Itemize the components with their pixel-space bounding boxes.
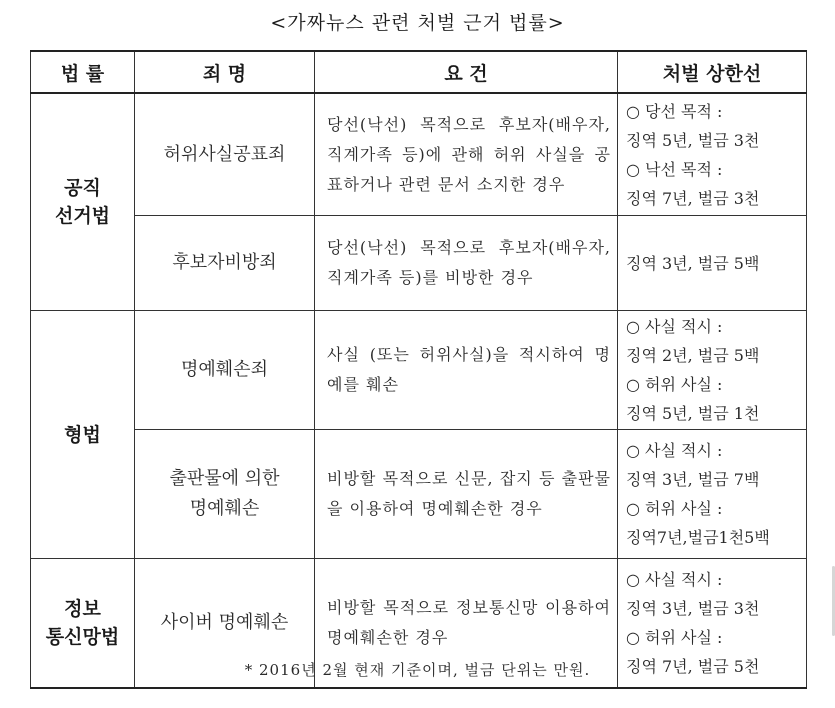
law-table — [30, 50, 807, 689]
requirement-cell: 당선(낙선) 목적으로 후보자(배우자, 직계가족 등)를 비방한 경우 — [315, 216, 618, 311]
penalty-cell — [618, 311, 807, 430]
penalty-line: 징역7년,벌금1천5백 — [626, 528, 770, 547]
penalty-line: 징역 3년, 벌금 5백 — [626, 253, 760, 273]
page-title: <가짜뉴스 관련 처벌 근거 법률> — [270, 12, 565, 34]
penalty-line: ○ 당선 목적 : — [626, 101, 723, 121]
penalty-line: ○ 허위 사실 : — [626, 499, 723, 518]
requirement-cell: 비방할 목적으로 신문, 잡지 등 출판물을 이용하여 명예훼손한 경우 — [315, 430, 618, 559]
crime-name: 사이버 명예훼손 — [160, 612, 289, 633]
penalty-line: ○ 사실 적시 : — [626, 441, 723, 460]
header-requirement: 요 건 — [315, 51, 618, 93]
crime-name: 후보자비방죄 — [172, 252, 277, 273]
penalty-line: ○ 허위 사실 : — [626, 375, 723, 394]
penalty-line: 징역 5년, 벌금 3천 — [626, 130, 760, 150]
header-law: 법 률 — [31, 51, 135, 93]
table-row — [31, 216, 807, 311]
crime-cell — [135, 311, 315, 430]
penalty-line: ○ 사실 적시 : — [626, 570, 723, 589]
law-name-line: 공직 — [64, 177, 101, 199]
law-cell-election — [31, 93, 135, 311]
crime-name: 명예훼손 — [189, 498, 260, 519]
penalty-line: 징역 7년, 벌금 5천 — [626, 657, 760, 676]
penalty-line: 징역 3년, 벌금 3천 — [626, 599, 760, 618]
penalty-cell — [618, 216, 807, 311]
crime-name: 명예훼손죄 — [181, 359, 268, 380]
requirement-cell: 당선(낙선) 목적으로 후보자(배우자, 직계가족 등)에 관해 허위 사실을 공표하거나 관련 문서 소지한 경우 — [315, 93, 618, 216]
table-row — [31, 93, 807, 216]
penalty-line: ○ 허위 사실 : — [626, 628, 723, 647]
law-name-line: 통신망법 — [45, 626, 120, 648]
penalty-line: 징역 2년, 벌금 5백 — [626, 346, 760, 365]
requirement-cell: 비방할 목적으로 정보통신망 이용하여 명예훼손한 경우 — [315, 559, 618, 689]
penalty-cell — [618, 93, 807, 216]
penalty-cell — [618, 430, 807, 559]
penalty-line: 징역 3년, 벌금 7백 — [626, 470, 760, 489]
table-header-row — [31, 51, 807, 93]
law-name-line: 정보 — [64, 598, 101, 620]
penalty-line: 징역 5년, 벌금 1천 — [626, 404, 760, 423]
footnote: * 2016년 2월 현재 기준이며, 벌금 단위는 만원. — [244, 661, 591, 679]
crime-cell — [135, 430, 315, 559]
header-penalty: 처벌 상한선 — [618, 51, 807, 93]
header-crime: 죄 명 — [135, 51, 315, 93]
penalty-line: 징역 7년, 벌금 3천 — [626, 188, 760, 208]
penalty-line: ○ 낙선 목적 : — [626, 159, 723, 179]
table-row — [31, 311, 807, 430]
law-cell-criminal — [31, 311, 135, 559]
requirement-cell: 사실 (또는 허위사실)을 적시하여 명예를 훼손 — [315, 311, 618, 430]
crime-cell — [135, 216, 315, 311]
penalty-line: ○ 사실 적시 : — [626, 317, 723, 336]
law-name-line: 선거법 — [54, 205, 111, 227]
crime-cell — [135, 93, 315, 216]
crime-name: 허위사실공표죄 — [163, 143, 286, 165]
law-name-line: 형법 — [64, 423, 101, 446]
table-row — [31, 430, 807, 559]
crime-name: 출판물에 의한 — [169, 468, 280, 489]
